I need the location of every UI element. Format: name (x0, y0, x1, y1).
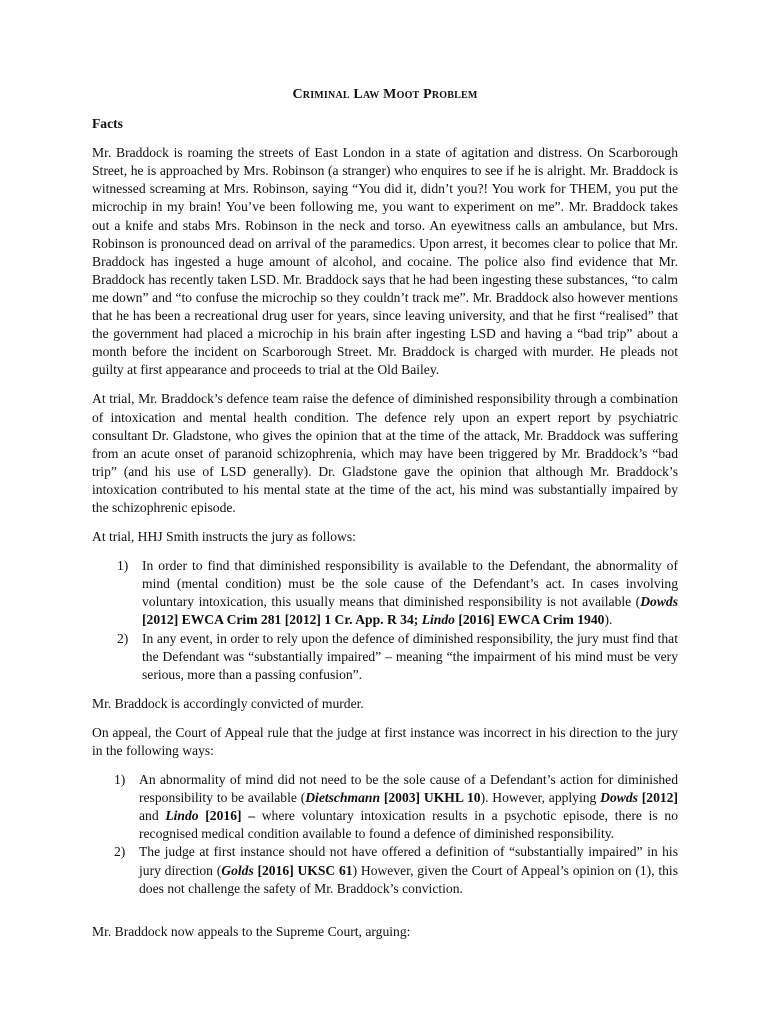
direction-text-tail: ). (604, 612, 613, 628)
appeal-text: ). However, applying (480, 790, 601, 806)
trial-direction-intro: At trial, HHJ Smith instructs the jury as follows: (92, 529, 356, 545)
facts-heading: Facts (92, 116, 123, 132)
case-citation-ref: [2012] EWCA Crim 281 [2012] 1 Cr. App. R 34; (142, 612, 422, 628)
trial-directions-list (92, 557, 678, 684)
trial-direction-item (92, 630, 678, 684)
appeal-point-item (92, 843, 678, 897)
facts-paragraph-2: At trial, Mr. Braddock’s defence team raise the defence of diminished responsibility through a combination of intoxication and mental health condition. The defence rely upon an expert report by psychiatric consultant Dr. Gladstone, who gives the opinion that at the time of the attack, Mr. Braddock was suffering from an acute onset of paranoid schizophrenia, which may have been triggered by Mr. Braddock’s “bad trip” (and his use of LSD generally). Dr. Gladstone gave the opinion that although Mr. Braddock’s intoxication contributed to his mental state at the time of the act, his mind was substantially impaired by the schizophrenic episode. (92, 391, 678, 515)
trial-direction-item (92, 557, 678, 629)
appeal-intro-paragraph: On appeal, the Court of Appeal rule that the judge at first instance was incorrect in his direction to the jury in the following ways: (92, 724, 678, 758)
facts-paragraph-1: Mr. Braddock is roaming the streets of East London in a state of agitation and distress. On Scarborough Street, he is approached by Mrs. Robinson (a stranger) who enquires to see if he is alright. Mr. Braddock is witnessed screaming at Mrs. Robinson, saying “You did it, didn’t you?! You work for THEM, you put the microchip in my brain! You’ve been following me, you want to experiment on me”. Mr. Braddock takes out a knife and stabs Mrs. Robinson in the neck and torso. An eyewitness calls an ambulance, but Mrs. Robinson is pronounced dead on arrival of the paramedics. Upon arrest, it becomes clear to police that Mr. Braddock has ingested a huge amount of alcohol, and cocaine. The police also find evidence that Mr. Braddock has recently taken LSD. Mr. Braddock says that he had been ingesting these substances, “to calm me down” and “to confuse the microchip so they couldn’t track me”. Mr. Braddock also however mentions that he has been a recreational drug user for years, since leaving university, and that he first “realised” that the government had placed a microchip in his brain after ingesting LSD and having a “bad trip” about a month before the incident on Scarborough Street. Mr. Braddock is charged with murder. He pleads not guilty at first appearance and proceeds to trial at the Old Bailey. (92, 145, 678, 378)
appeal-text: where voluntary intoxication results in a psychotic episode, there is no recognised medical condition available to found a defence of diminished responsibility. (139, 808, 678, 842)
case-citation-name: Lindo (421, 612, 455, 628)
conviction-paragraph: Mr. Braddock is accordingly convicted of murder. (92, 695, 364, 711)
list-number: 1) (117, 558, 129, 574)
appeal-text: and (139, 808, 166, 824)
appeal-point-item (92, 771, 678, 843)
appeal-text: ) However, given the Court of Appeal’s opinion on (1), this does not challenge the safety of Mr. Braddock’s conviction. (139, 862, 678, 896)
case-citation-ref: [2012] (637, 790, 679, 806)
list-number: 2) (117, 630, 129, 646)
appeal-text: An abnormality of mind did not need to be the sole cause of a Defendant’s action for diminished responsibility to be available ( (139, 772, 678, 806)
case-citation-ref: [2003] UKHL 10 (380, 790, 481, 806)
appeal-points-list (92, 771, 678, 898)
case-citation-name: Lindo (165, 808, 199, 824)
paragraph-spacer (92, 909, 678, 923)
case-citation-name: Dowds (640, 594, 678, 610)
case-citation-name: Dietschmann (305, 790, 381, 806)
document-title: Criminal Law Moot Problem (292, 87, 478, 102)
case-citation-name: Dowds (600, 790, 638, 806)
direction-text: In any event, in order to rely upon the defence of diminished responsibility, the jury must find that the Defendant was “substantially impaired” – meaning “the impairment of his mind must be very serious, more than a passing confusion”. (142, 630, 678, 682)
appeal-text: The judge at first instance should not have offered a definition of “substantially impaired” in his jury direction ( (139, 844, 678, 878)
case-citation-ref: [2016] EWCA Crim 1940 (454, 612, 605, 628)
list-number: 1) (114, 772, 126, 788)
case-citation-ref: [2016] UKSC 61 (253, 862, 353, 878)
direction-text: In order to find that diminished responsibility is available to the Defendant, the abnormality of mind (mental condition) must be the sole cause of the Defendant’s act. In cases involving voluntary intoxication, this usually means that diminished responsibility is not available ( (142, 558, 678, 610)
list-number: 2) (114, 844, 126, 860)
case-citation-ref: [2016] – (198, 808, 256, 824)
supreme-court-paragraph: Mr. Braddock now appeals to the Supreme Court, arguing: (92, 923, 411, 939)
case-citation-name: Golds (221, 862, 254, 878)
